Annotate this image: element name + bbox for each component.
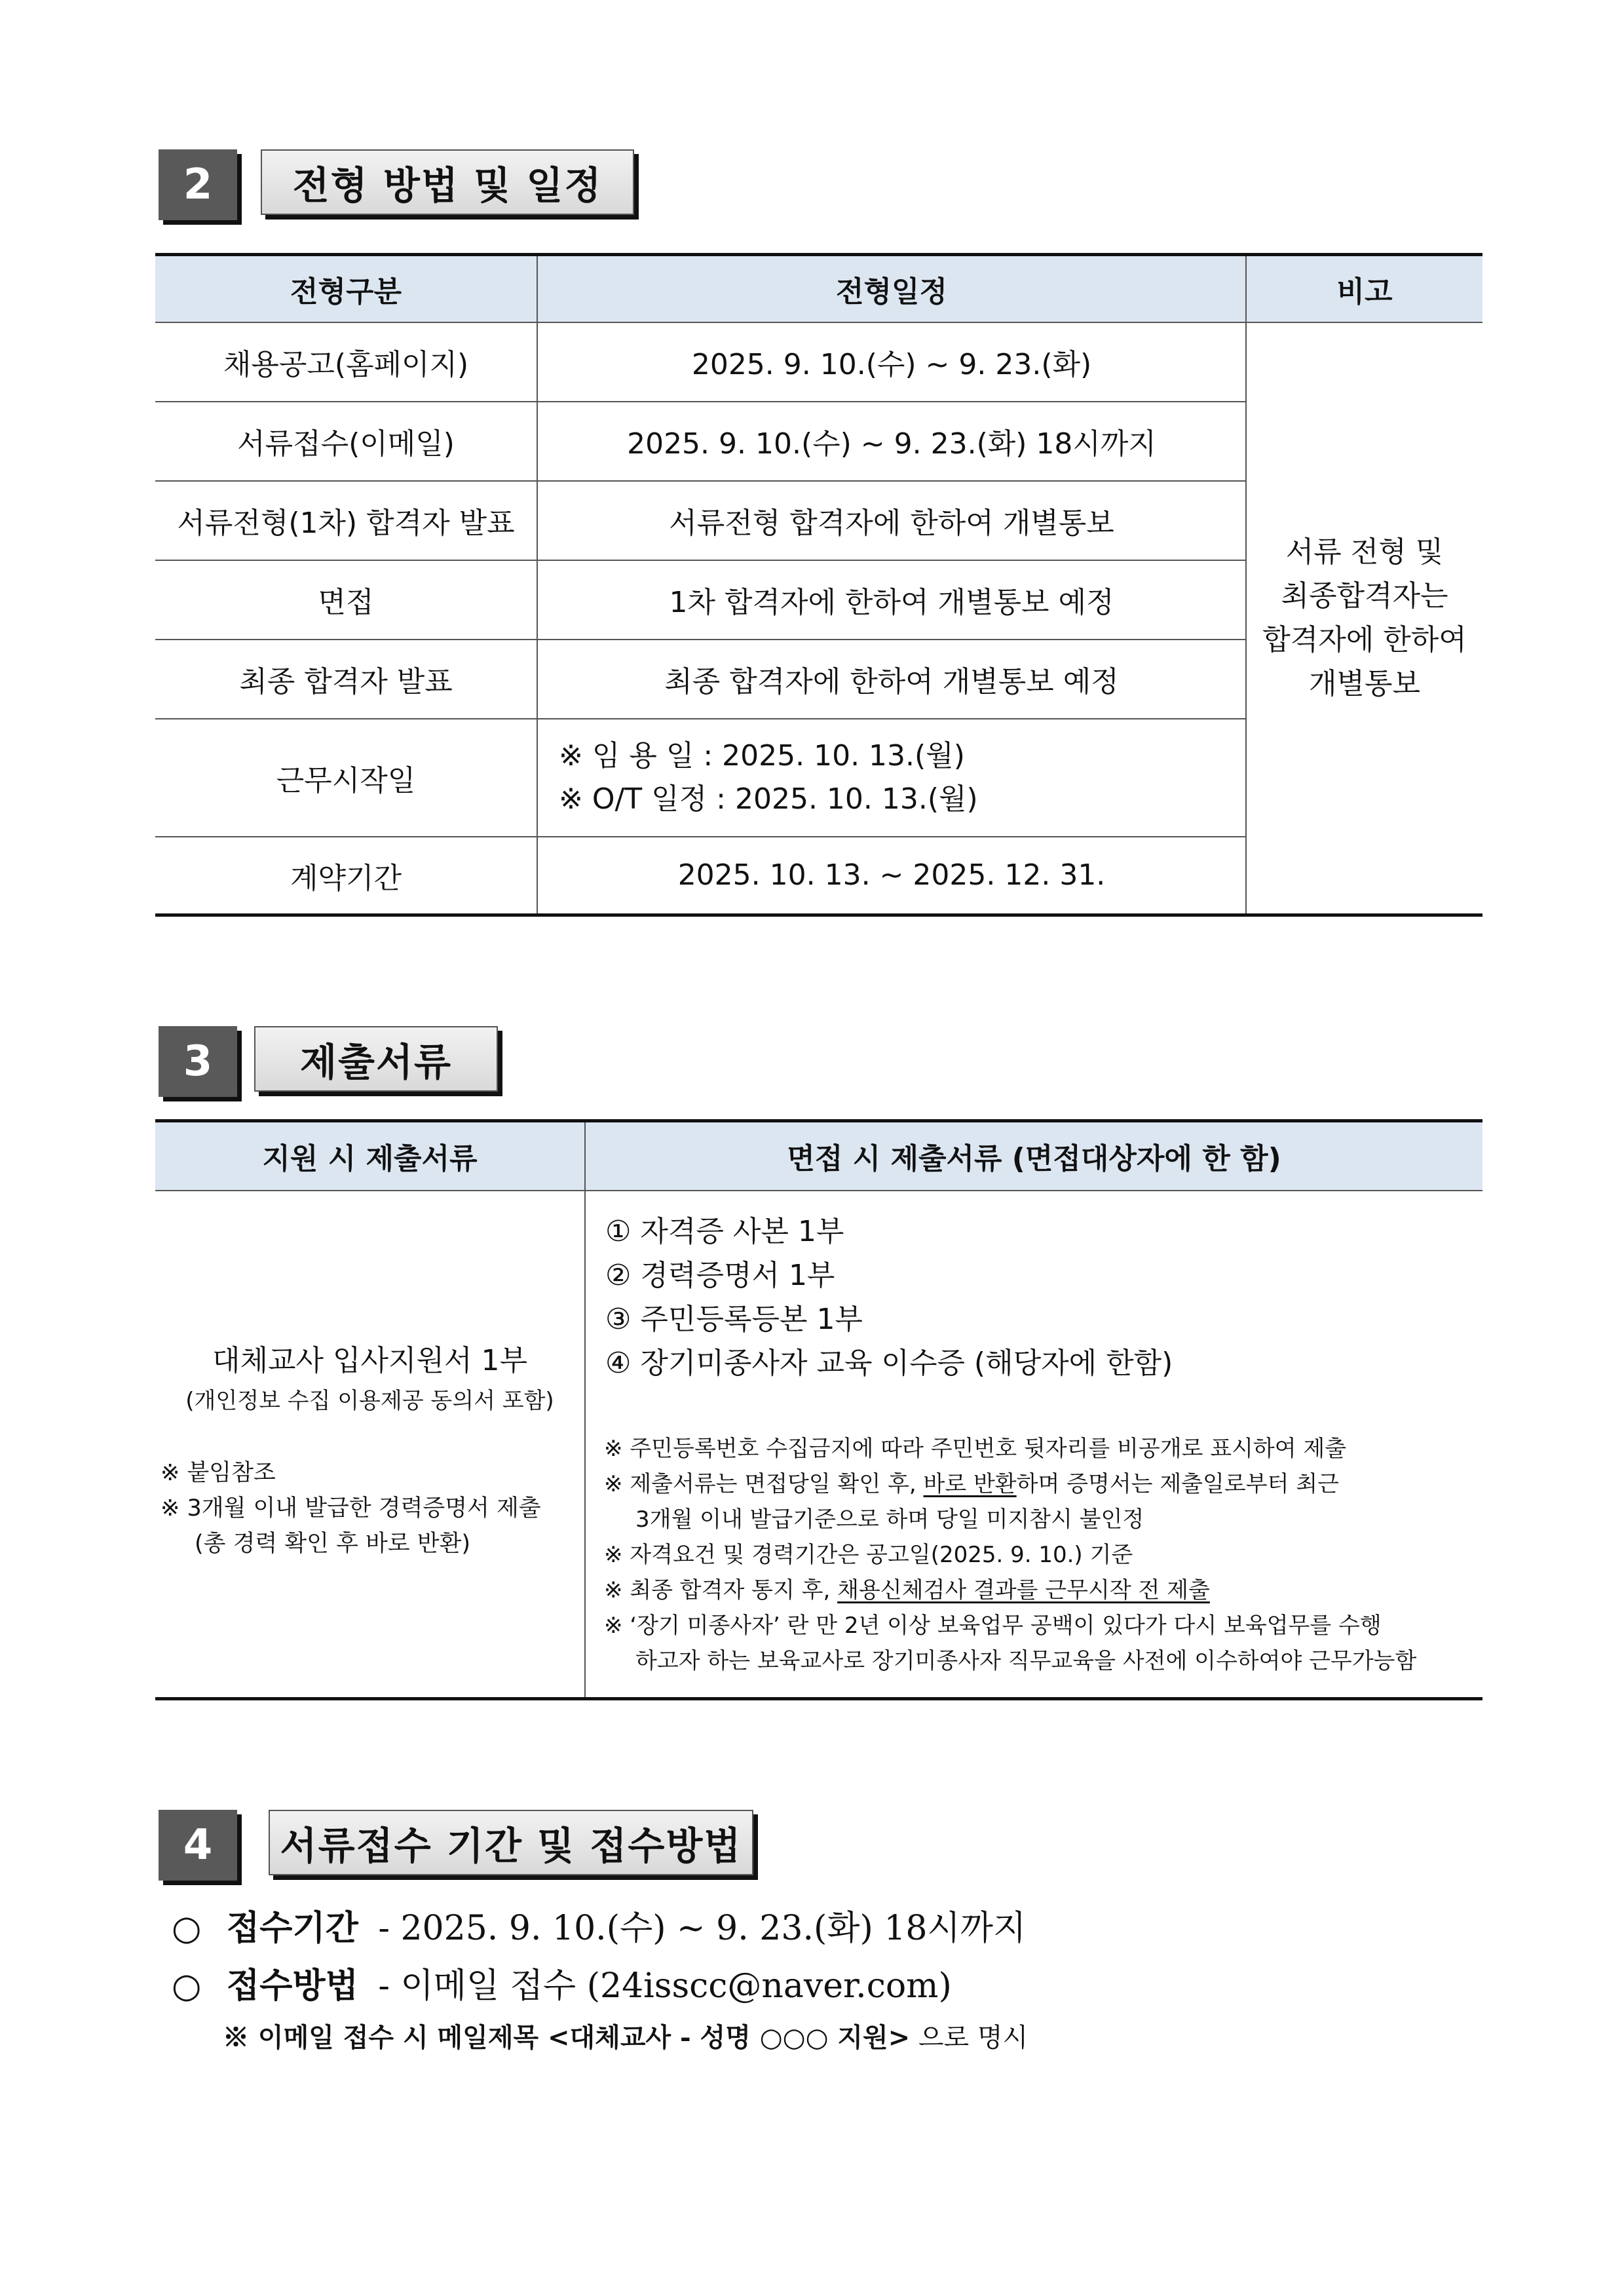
interview-item: ② 경력증명서 1부 bbox=[605, 1258, 835, 1292]
remark-cell bbox=[1246, 322, 1482, 915]
section-title: 제출서류 bbox=[254, 1026, 498, 1092]
period-line bbox=[172, 1900, 1026, 1949]
interview-item: ③ 주민등록등본 1부 bbox=[605, 1302, 863, 1336]
interview-note: ※ 최종 합격자 통지 후, 채용신체검사 결과를 근무시작 전 제출 bbox=[604, 1577, 1210, 1603]
period-label: 접수기간 bbox=[226, 1908, 358, 1948]
schedule-table bbox=[155, 253, 1482, 917]
section-number: 4 bbox=[159, 1810, 237, 1881]
section-title: 서류접수 기간 및 접수방법 bbox=[269, 1810, 753, 1875]
apply-note: ※ 3개월 이내 발급한 경력증명서 제출 bbox=[161, 1495, 541, 1521]
interview-note: ※ 주민등록번호 수집금지에 따라 주민번호 뒷자리를 비공개로 표시하여 제출 bbox=[604, 1435, 1347, 1462]
interview-note: ※ ‘장기 미종사자’ 란 만 2년 이상 보육업무 공백이 있다가 다시 보육업무를 수행 bbox=[604, 1612, 1382, 1639]
period-value: - 2025. 9. 10.(수) ~ 9. 23.(화) 18시까지 bbox=[378, 1909, 1027, 1948]
interview-item: ① 자격증 사본 1부 bbox=[605, 1214, 844, 1248]
row-schedule: 서류전형 합격자에 한하여 개별통보 bbox=[537, 481, 1246, 560]
bullet-circle: ○ bbox=[172, 1966, 202, 2006]
section-number: 2 bbox=[159, 149, 237, 220]
row-type: 서류전형(1차) 합격자 발표 bbox=[155, 481, 537, 560]
orientation-line: ※ O/T 일정 : 2025. 10. 13.(월) bbox=[559, 782, 978, 816]
apply-note: ※ 붙임참조 bbox=[161, 1459, 276, 1486]
row-type: 최종 합격자 발표 bbox=[155, 640, 537, 719]
underline-return: 바로 반환 bbox=[923, 1470, 1017, 1497]
remark-line: 개별통보 bbox=[1308, 667, 1420, 701]
method-value: - 이메일 접수 (24isscc@naver.com) bbox=[378, 1966, 952, 2006]
interview-docs-cell bbox=[585, 1191, 1482, 1699]
start-date-line: ※ 임 용 일 : 2025. 10. 13.(월) bbox=[559, 738, 965, 773]
documents-table bbox=[155, 1119, 1482, 1700]
apply-docs-cell bbox=[155, 1191, 585, 1699]
section-title: 전형 방법 및 일정 bbox=[261, 149, 634, 215]
row-schedule: 최종 합격자에 한하여 개별통보 예정 bbox=[537, 640, 1246, 719]
row-schedule: 2025. 9. 10.(수) ~ 9. 23.(화) bbox=[537, 322, 1246, 402]
remark-line: 최종합격자는 bbox=[1281, 579, 1448, 613]
row-type: 면접 bbox=[155, 560, 537, 640]
apply-note: (총 경력 확인 후 바로 반환) bbox=[195, 1530, 471, 1557]
row-type: 계약기간 bbox=[155, 837, 537, 915]
underline-health-check: 채용신체검사 결과를 근무시작 전 제출 bbox=[837, 1577, 1210, 1603]
bullet-circle: ○ bbox=[172, 1909, 202, 1948]
interview-item: ④ 장기미종사자 교육 이수증 (해당자에 한함) bbox=[605, 1346, 1173, 1380]
interview-note: 하고자 하는 보육교사로 장기미종사자 직무교육을 사전에 이수하여야 근무가능함 bbox=[635, 1647, 1417, 1674]
row-schedule: 2025. 10. 13. ~ 2025. 12. 31. bbox=[537, 837, 1246, 915]
row-schedule: 2025. 9. 10.(수) ~ 9. 23.(화) 18시까지 bbox=[537, 402, 1246, 481]
row-type: 채용공고(홈페이지) bbox=[155, 322, 537, 402]
email-subject-note bbox=[223, 2017, 1028, 2054]
row-type: 서류접수(이메일) bbox=[155, 402, 537, 481]
header-type: 전형구분 bbox=[155, 255, 537, 322]
interview-note: 3개월 이내 발급기준으로 하며 당일 미지참시 불인정 bbox=[635, 1506, 1144, 1533]
note-mark: ※ 이메일 접수 시 메일제목 bbox=[223, 2022, 548, 2053]
header-apply-docs: 지원 시 제출서류 bbox=[155, 1121, 585, 1191]
remark-line: 서류 전형 및 bbox=[1285, 535, 1444, 569]
header-interview-docs: 면접 시 제출서류 (면접대상자에 한 함) bbox=[585, 1121, 1482, 1191]
header-remark: 비고 bbox=[1246, 255, 1482, 322]
remark-line: 합격자에 한하여 bbox=[1262, 623, 1467, 657]
row-type: 근무시작일 bbox=[155, 719, 537, 837]
apply-sub: (개인정보 수집 이용제공 동의서 포함) bbox=[185, 1387, 554, 1414]
interview-note: ※ 제출서류는 면접당일 확인 후, 바로 반환하며 증명서는 제출일로부터 최근 bbox=[604, 1470, 1339, 1497]
section-number: 3 bbox=[159, 1026, 237, 1097]
note-tail: 으로 명시 bbox=[910, 2023, 1029, 2053]
row-schedule bbox=[537, 719, 1246, 837]
method-line bbox=[172, 1958, 952, 2007]
method-label: 접수방법 bbox=[226, 1966, 358, 2006]
header-schedule: 전형일정 bbox=[537, 255, 1246, 322]
interview-note: ※ 자격요건 및 경력기간은 공고일(2025. 9. 10.) 기준 bbox=[604, 1541, 1133, 1568]
row-schedule: 1차 합격자에 한하여 개별통보 예정 bbox=[537, 560, 1246, 640]
email-subject-format: <대체교사 - 성명 ○○○ 지원> bbox=[548, 2022, 911, 2053]
apply-main: 대체교사 입사지원서 1부 bbox=[212, 1343, 527, 1377]
